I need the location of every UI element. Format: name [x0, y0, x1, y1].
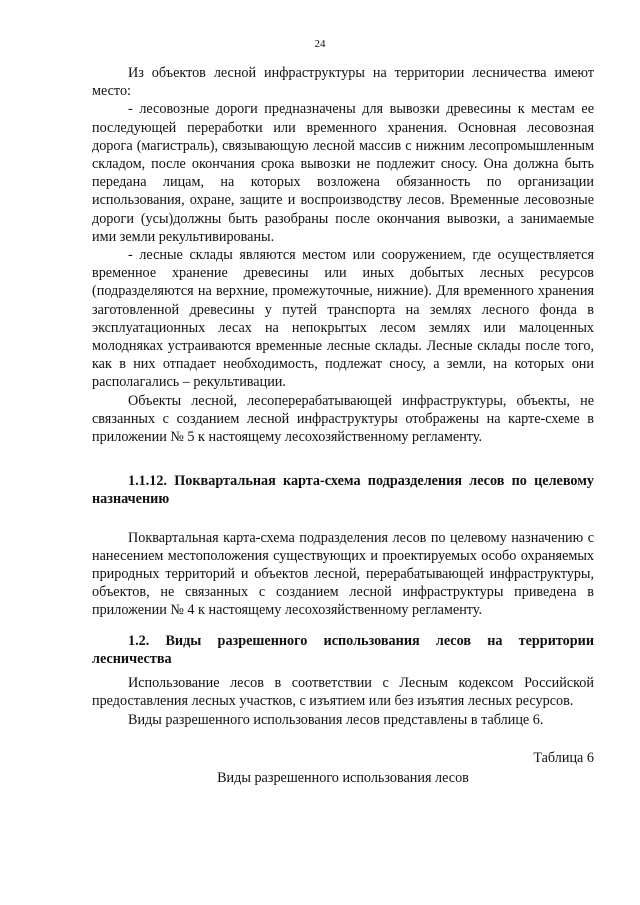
paragraph-infra-map-reference: Объекты лесной, лесоперерабатывающей инфраструктуры, объекты, не связанных с созданием лесной инфраструктуры отображены на карте-схеме в приложении № 5 к настоящему лесохозяйственному регламенту.: [92, 392, 594, 446]
section-heading-1-2: 1.2. Виды разрешенного использования лесов на территории лесничества: [92, 632, 594, 667]
paragraph-quarterly-map: Поквартальная карта-схема подразделения лесов по целевому назначению с нанесением местоположения существующих и проектируемых особо охраняемых природных территорий и объектов лесной, перерабатывающей инфраструктуры, объектов, не связанных с созданием лесной инфраструктуры приведена в приложении № 4 к настоящему лесохозяйственному регламенту.: [92, 529, 594, 619]
paragraph-table-reference: Виды разрешенного использования лесов представлены в таблице 6.: [128, 711, 544, 728]
page-number: 24: [314, 38, 326, 50]
page-content: [92, 64, 594, 787]
paragraph-logging-roads: - лесовозные дороги предназначены для вывозки древесины к местам ее последующей переработки или временного хранения. Основная лесовозная дорога (магистраль), связывающую лесной массив с нижним лесопромышленным складом, после окончания срока вывозки не подлежит сносу. Она должна быть передана лицам, на которых возложена обязанность по организации использования, охране, защите и воспроизводству лесов. Временные лесовозные дороги (усы)должны быть разобраны после окончания вывозки, а занимаемые ими земли рекультивированы.: [92, 101, 594, 245]
paragraph-infra-intro: Из объектов лесной инфраструктуры на территории лесничества имеют место:: [92, 65, 594, 100]
table-title: Виды разрешенного использования лесов: [217, 769, 469, 786]
paragraph-timber-yards: - лесные склады являются местом или сооружением, где осуществляется временное хранение древесины или иных добытых лесных ресурсов (подразделяются на верхние, промежуточные, нижние). Для временного хранения заготовленной древесины у путей транспорта на землях лесного фонда в эксплуатационных лесах на непокрытых лесом землях или малоценных молодняках устраиваются временные лесные склады. Лесные склады после того, как в них отпадает необходимость, подлежат сносу, а земли, на которых они располагались – рекультивации.: [92, 247, 594, 391]
paragraph-forest-use: Использование лесов в соответствии с Лесным кодексом Российской предоставления лесных участков, с изъятием или без изъятия лесных ресурсов.: [92, 675, 594, 710]
table-label: Таблица 6: [533, 749, 594, 766]
section-heading-1-1-12: 1.1.12. Поквартальная карта-схема подразделения лесов по целевому назначению: [92, 473, 594, 508]
